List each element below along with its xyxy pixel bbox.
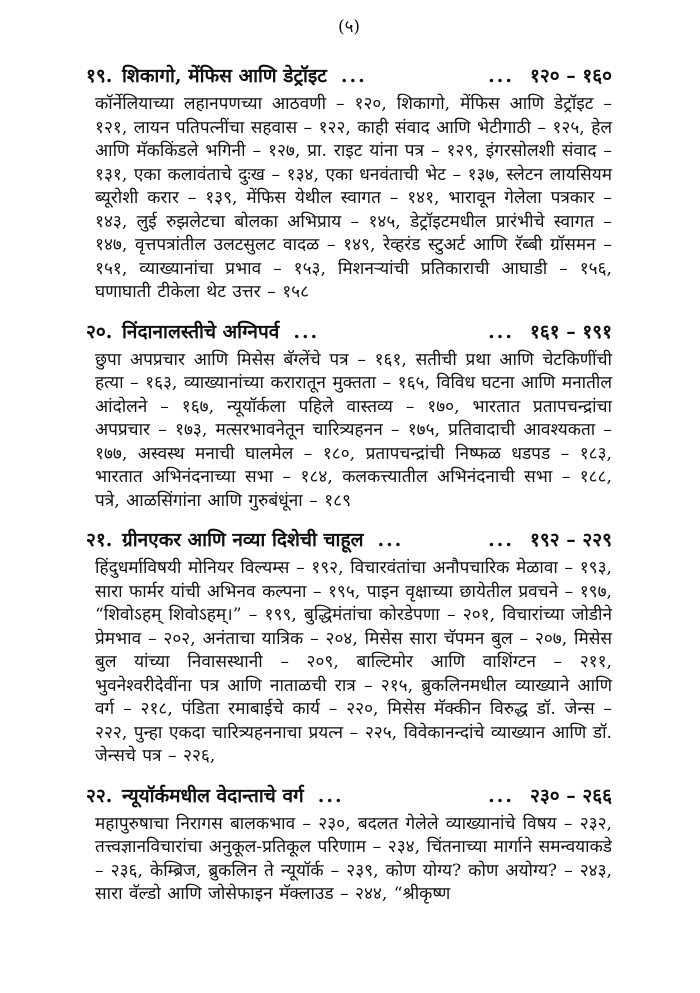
chapter-heading [86, 526, 612, 554]
leader-dots: ... [488, 784, 514, 807]
chapter-page-range: १६१ – १९१ [529, 320, 612, 343]
leader-dots: ... [317, 784, 344, 807]
chapter-title: शिकागो, मेंफिस आणि डेट्रॉइट [122, 65, 327, 87]
toc-entry-21 [86, 526, 612, 769]
toc-entry-22 [86, 782, 612, 907]
chapter-title: न्यूयॉर्कमधील वेदान्ताचे वर्ग [122, 784, 304, 807]
toc-entry-20 [86, 318, 612, 514]
page-number: (५) [337, 17, 361, 37]
leader-dots: ... [488, 529, 514, 551]
chapter-summary: हिंदुधर्माविषयी मोनियर विल्यम्स – १९२, विचारवंतांचा अनौपचारिक मेळावा – १९३, सारा फार्मर यांची अभिनव कल्पना – १९५, पाइन वृक्षाच्या छायेतील प्रवचने – १९७, “शिवोऽहम् शिवोऽहम्।” – १९९, बुद्धिमंतांचा कोरडेपणा – २०१, विचारांच्या जोडीने प्रेमभाव – २०२, अनंताचा यात्रिक – २०४, मिसेस सारा चॅपमन बुल – २०७, मिसेस बुल यांच्या निवासस्थानी – २०९, बाल्टिमोर आणि वाशिंग्टन – २११, भुवनेश्वरीदेवींना पत्र आणि नाताळची रात्र – २१५, ब्रुकलिनमधील व्याख्याने आणि वर्ग – २१८, पंडिता रमाबाईचे कार्य – २२०, मिसेस मॅक्कीन विरुद्ध डॉ. जेन्स – २२२, पुन्हा एकदा चारित्र्यहननाचा प्रयत्न – २२५, विवेकानन्दांचे व्याख्यान आणि डॉ. जेन्सचे पत्र – २२६, [95, 558, 612, 766]
chapter-page-range: २३० – २६६ [530, 784, 613, 807]
leader-dots: ... [377, 529, 404, 551]
toc-entry-19 [86, 62, 612, 305]
chapter-title: निंदानालस्तीचे अग्निपर्व [122, 320, 280, 343]
chapter-summary: कॉर्नेलियाच्या लहानपणच्या आठवणी – १२०, शिकागो, मेंफिस आणि डेट्रॉइट – १२१, लायन पतिपत्नींचा सहवास – १२२, काही संवाद आणि भेटीगाठी – १२५, हेल आणि मॅककिंडले भगिनी – १२७, प्रा. राइट यांना पत्र – १२९, इंगरसोलशी संवाद – १३१, एका कलावंताचे दुःख – १३४, एका धनवंताची भेट – १३७, स्लेटन लायसियम ब्यूरोशी करार – १३९, मेंफिस येथील स्वागत – १४१, भारावून गेलेला पत्रकार – १४३, लुई रुझलेटचा बोलका अभिप्राय – १४५, डेट्रॉइटमधील प्रारंभीचे स्वागत – १४७, वृत्तपत्रांतील उलटसुलट वादळ – १४९, रेव्हरंड स्टुअर्ट आणि रॅब्बी ग्रॉसमन – १५१, व्याख्यानांचा प्रभाव – १५३, मिशनऱ्यांची प्रतिकाराची आघाडी – १५६, घणाघाती टीकेला थेट उत्तर – १५८ [95, 94, 612, 302]
chapter-page-range: १९२ – २२९ [529, 529, 612, 551]
chapter-number: २१. [86, 529, 113, 551]
chapter-heading [86, 318, 612, 346]
leader-dots: ... [488, 65, 514, 87]
chapter-heading [86, 782, 612, 810]
chapter-number: २०. [86, 320, 113, 343]
chapter-summary: छुपा अपप्रचार आणि मिसेस बॅग्लेंचे पत्र – १६१, सतीची प्रथा आणि चेटकिणींची हत्या – १६३, व्याख्यानांच्या करारातून मुक्तता – १६५, विविध घटना आणि मनातील आंदोलने – १६७, न्यूयॉर्कला पहिले वास्तव्य – १७०, भारतात प्रतापचन्द्रांचा अपप्रचार – १७३, मत्सरभावनेतून चारित्र्यहनन – १७५, प्रतिवादाची आवश्यकता – १७७, अस्वस्थ मनाची घालमेल – १८०, प्रतापचन्द्रांची निष्फळ धडपड – १८३, भारतात अभिनंदनाच्या सभा – १८४, कलकत्त्यातील अभिनंदनाची सभा – १८८, पत्रे, आळसिंगांना आणि गुरुबंधूंना – १८९ [95, 349, 612, 511]
chapter-number: २२. [86, 784, 113, 807]
leader-dots: ... [293, 320, 320, 343]
leader-dots: ... [488, 320, 514, 343]
chapter-page-range: १२० – १६० [529, 65, 612, 87]
chapter-title: ग्रीनएकर आणि नव्या दिशेची चाहूल [122, 529, 364, 551]
chapter-heading [86, 62, 612, 90]
chapter-number: १९. [86, 65, 113, 87]
chapter-summary: महापुरुषाचा निरागस बालकभाव – २३०, बदलत गेलेले व्याख्यानांचे विषय – २३२, तत्त्वज्ञानविचारांचा अनुकूल-प्रतिकूल परिणाम – २३४, चिंतनाच्या मार्गाने समन्वयाकडे – २३६, केम्ब्रिज, ब्रुकलिन ते न्यूयॉर्क – २३९, कोण योग्य? कोण अयोग्य? – २४३, सारा वॅल्डो आणि जोसेफाइन मॅक्लाउड – २४४, “श्रीकृष्ण [95, 813, 612, 904]
leader-dots: ... [340, 65, 367, 87]
